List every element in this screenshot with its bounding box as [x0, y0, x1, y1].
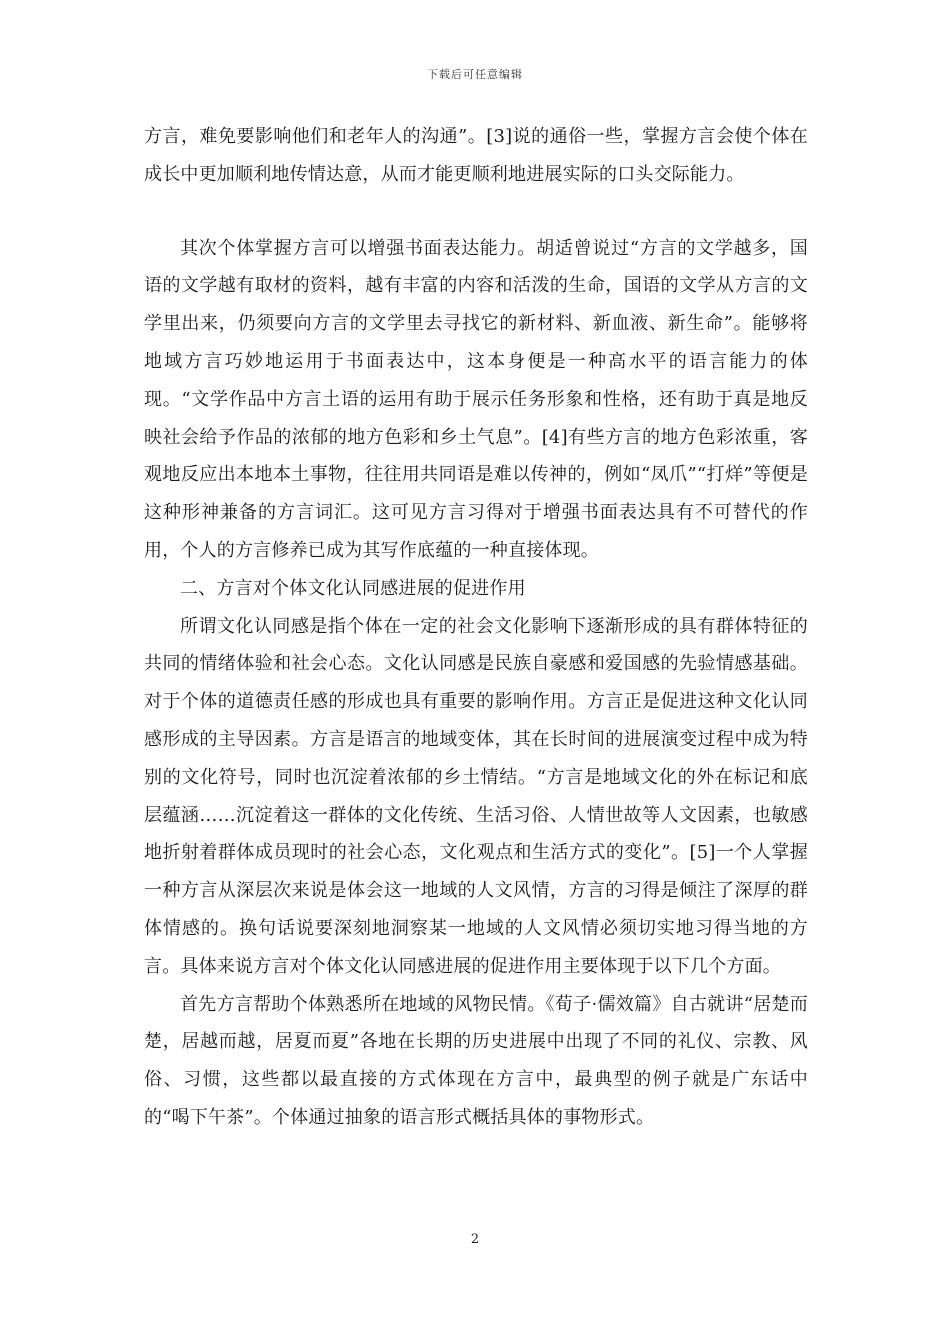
- document-body: [144, 118, 808, 1137]
- page-header: 下载后可任意编辑: [427, 68, 523, 81]
- page-number: 2: [470, 1232, 480, 1247]
- paragraph-cultural-identity: 所谓文化认同感是指个体在一定的社会文化影响下逐渐形成的具有群体特征的共同的情绪体验和社会心态。文化认同感是民族自豪感和爱国感的先验情感基础。对于个体的道德责任感的形成也具有重要的影响作用。方言正是促进这种文化认同感形成的主导因素。方言是语言的地域变体，其在长时间的进展演变过程中成为特别的文化符号，同时也沉淀着浓郁的乡土情结。“方言是地域文化的外在标记和底层蕴涵……沉淀着这一群体的文化传统、生活习俗、人情世故等人文因素，也敏感地折射着群体成员现时的社会心态，文化观点和生活方式的变化”。[5]一个人掌握一种方言从深层次来说是体会这一地域的人文风情，方言的习得是倾注了深厚的群体情感的。换句话说要深刻地洞察某一地域的人文风情必须切实地习得当地的方言。具体来说方言对个体文化认同感进展的促进作用主要体现于以下几个方面。: [144, 615, 808, 977]
- paragraph-local-customs: 首先方言帮助个体熟悉所在地域的风物民情。《荀子·儒效篇》自古就讲“居楚而楚，居越而越，居夏而夏”各地在长期的历史进展中出现了不同的礼仪、宗教、风俗、习惯，这些都以最直接的方式体现在方言中，最典型的例子就是广东话中的“喝下午茶”。个体通过抽象的语言形式概括具体的事物形式。: [144, 993, 808, 1128]
- paragraph-continuation: 方言，难免要影响他们和老年人的沟通”。[3]说的通俗一些，掌握方言会使个体在成长中更加顺利地传情达意，从而才能更顺利地进展实际的口头交际能力。: [144, 126, 808, 185]
- paragraph-written-expression: 其次个体掌握方言可以增强书面表达能力。胡适曾说过“方言的文学越多，国语的文学越有取材的资料，越有丰富的内容和活泼的生命，国语的文学从方言的文学里出来，仍须要向方言的文学里去寻找它的新材料、新血液、新生命”。能够将地域方言巧妙地运用于书面表达中，这本身便是一种高水平的语言能力的体现。“文学作品中方言土语的运用有助于展示任务形象和性格，还有助于真是地反映社会给予作品的浓郁的地方色彩和乡土气息”。[4]有些方言的地方色彩浓重，客观地反应出本地本土事物，往往用共同语是难以传神的，例如“凤爪”“打烊”等便是这种形神兼备的方言词汇。这可见方言习得对于增强书面表达具有不可替代的作用，个人的方言修养已成为其写作底蕴的一种直接体现。: [144, 237, 808, 561]
- section-heading: 二、方言对个体文化认同感进展的促进作用: [180, 577, 526, 599]
- paragraph-gap: [144, 194, 808, 230]
